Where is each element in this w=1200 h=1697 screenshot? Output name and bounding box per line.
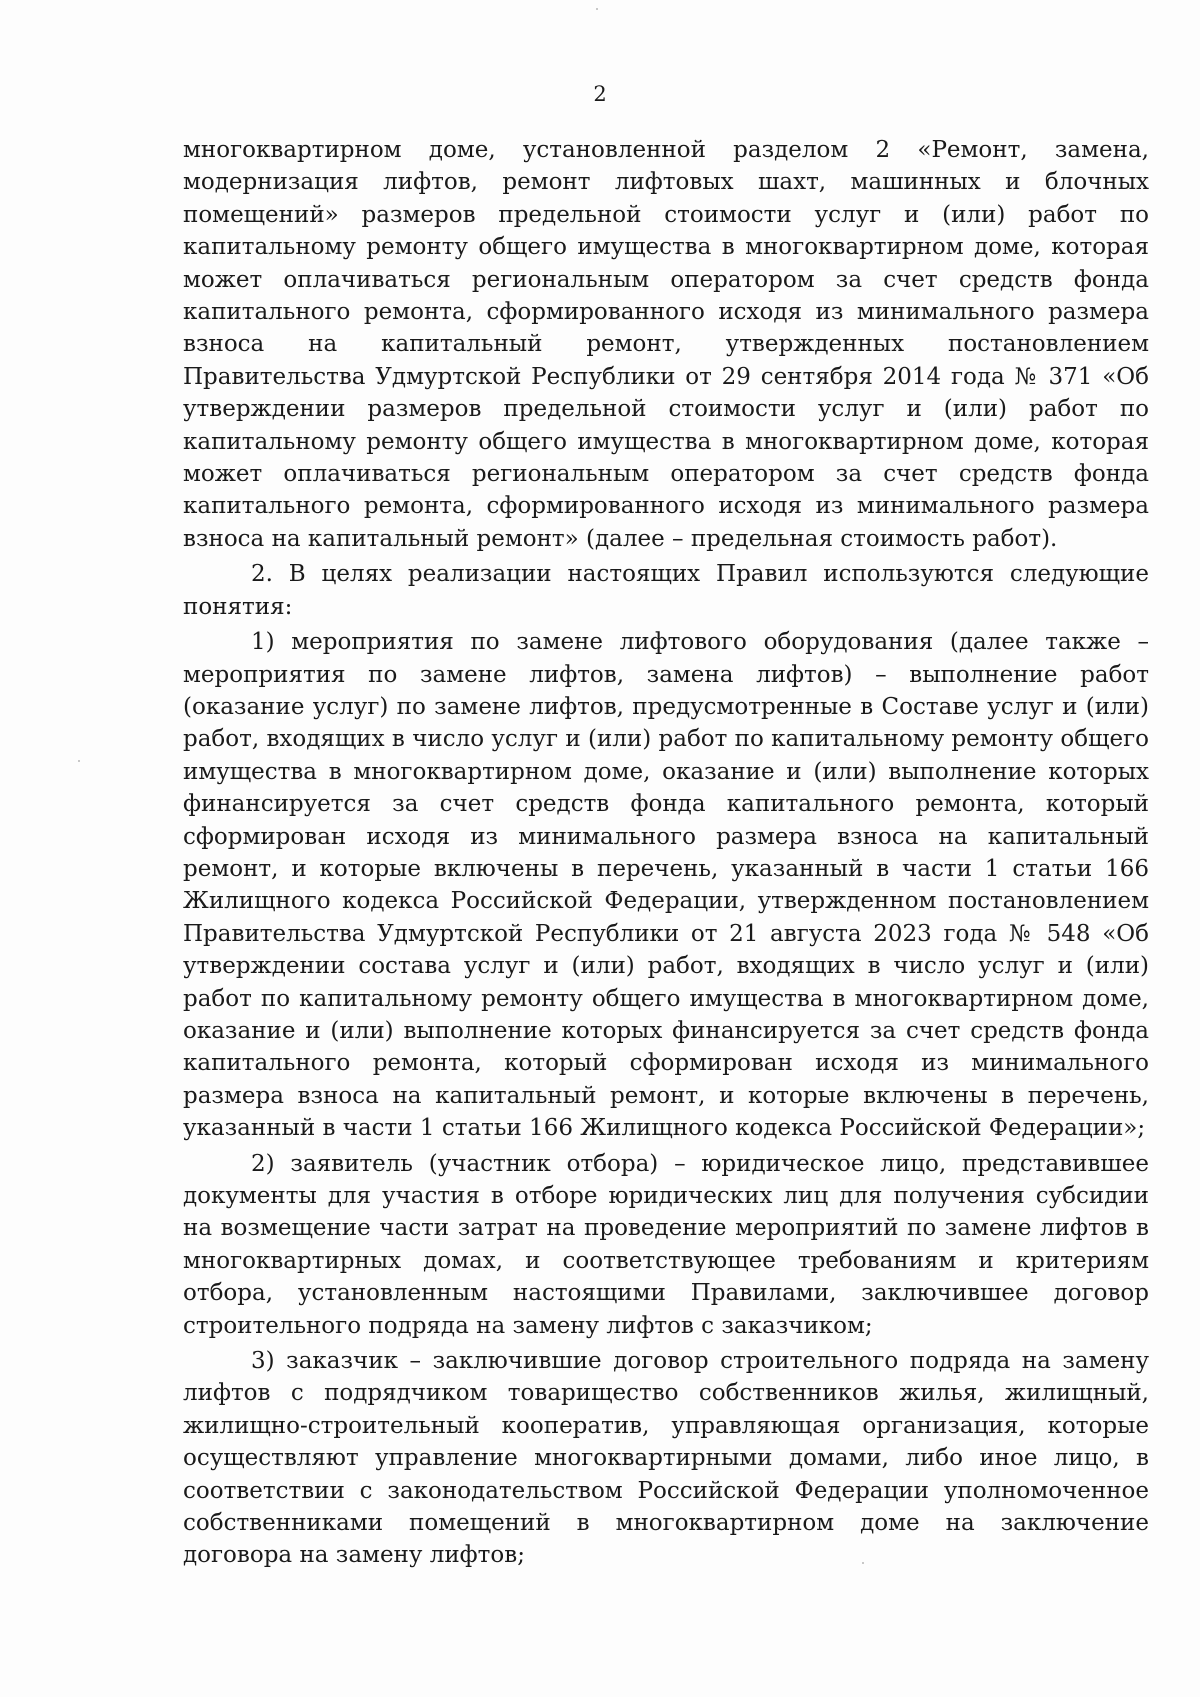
paragraph-section-2: 2. В целях реализации настоящих Правил используются следующие понятия: [183,561,1149,620]
scan-speck [596,8,598,10]
paragraph-definition-2: 2) заявитель (участник отбора) – юридическое лицо, представившее документы для участия в отборе юридических лиц для получения субсидии на возмещение части затрат на проведение мероприятий по замене лифтов в многоквартирных домах, и соответствующее требованиям и критериям отбора, установленным настоящими Правилами, заключившее договор строительного подряда на замену лифтов с заказчиком; [183,1150,1149,1339]
scan-speck [78,760,80,762]
page-number: 2 [593,82,607,106]
scan-speck [862,1562,864,1564]
paragraph-continuation: многоквартирном доме, установленной разделом 2 «Ремонт, замена, модернизация лифтов, ремонт лифтовых шахт, машинных и блочных помещений» размеров предельной стоимости услуг и (или) работ по капитальному ремонту общего имущества в многоквартирном доме, которая может оплачиваться региональным оператором за счет средств фонда капитального ремонта, сформированного исходя из минимального размера взноса на капитальный ремонт, утвержденных постановлением Правительства Удмуртской Республики от 29 сентября 2014 года № 371 «Об утверждении размеров предельной стоимости услуг и (или) работ по капитальному ремонту общего имущества в многоквартирном доме, которая может оплачиваться региональным оператором за счет средств фонда капитального ремонта, сформированного исходя из минимального размера взноса на капитальный ремонт» (далее – предельная стоимость работ). [183,137,1149,552]
paragraph-definition-1: 1) мероприятия по замене лифтового оборудования (далее также – мероприятия по замене лифтов, замена лифтов) – выполнение работ (оказание услуг) по замене лифтов, предусмотренные в Составе услуг и (или) работ, входящих в число услуг и (или) работ по капитальному ремонту общего имущества в многоквартирном доме, оказание и (или) выполнение которых финансируется за счет средств фонда капитального ремонта, который сформирован исходя из минимального размера взноса на капитальный ремонт, и которые включены в перечень, указанный в части 1 статьи 166 Жилищного кодекса Российской Федерации, утвержденном постановлением Правительства Удмуртской Республики от 21 августа 2023 года № 548 «Об утверждении состава услуг и (или) работ, входящих в число услуг и (или) работ по капитальному ремонту общего имущества в многоквартирном доме, оказание и (или) выполнение которых финансируется за счет средств фонда капитального ремонта, который сформирован исходя из минимального размера взноса на капитальный ремонт, и которые включены в перечень, указанный в части 1 статьи 166 Жилищного кодекса Российской Федерации»; [183,629,1149,1142]
paragraph-definition-3: 3) заказчик – заключившие договор строительного подряда на замену лифтов с подрядчиком товарищество собственников жилья, жилищный, жилищно-строительный кооператив, управляющая организация, которые осуществляют управление многоквартирными домами, либо иное лицо, в соответствии с законодательством Российской Федерации уполномоченное собственниками помещений в многоквартирном доме на заключение договора на замену лифтов; [183,1348,1149,1569]
document-body [183,134,1149,1575]
